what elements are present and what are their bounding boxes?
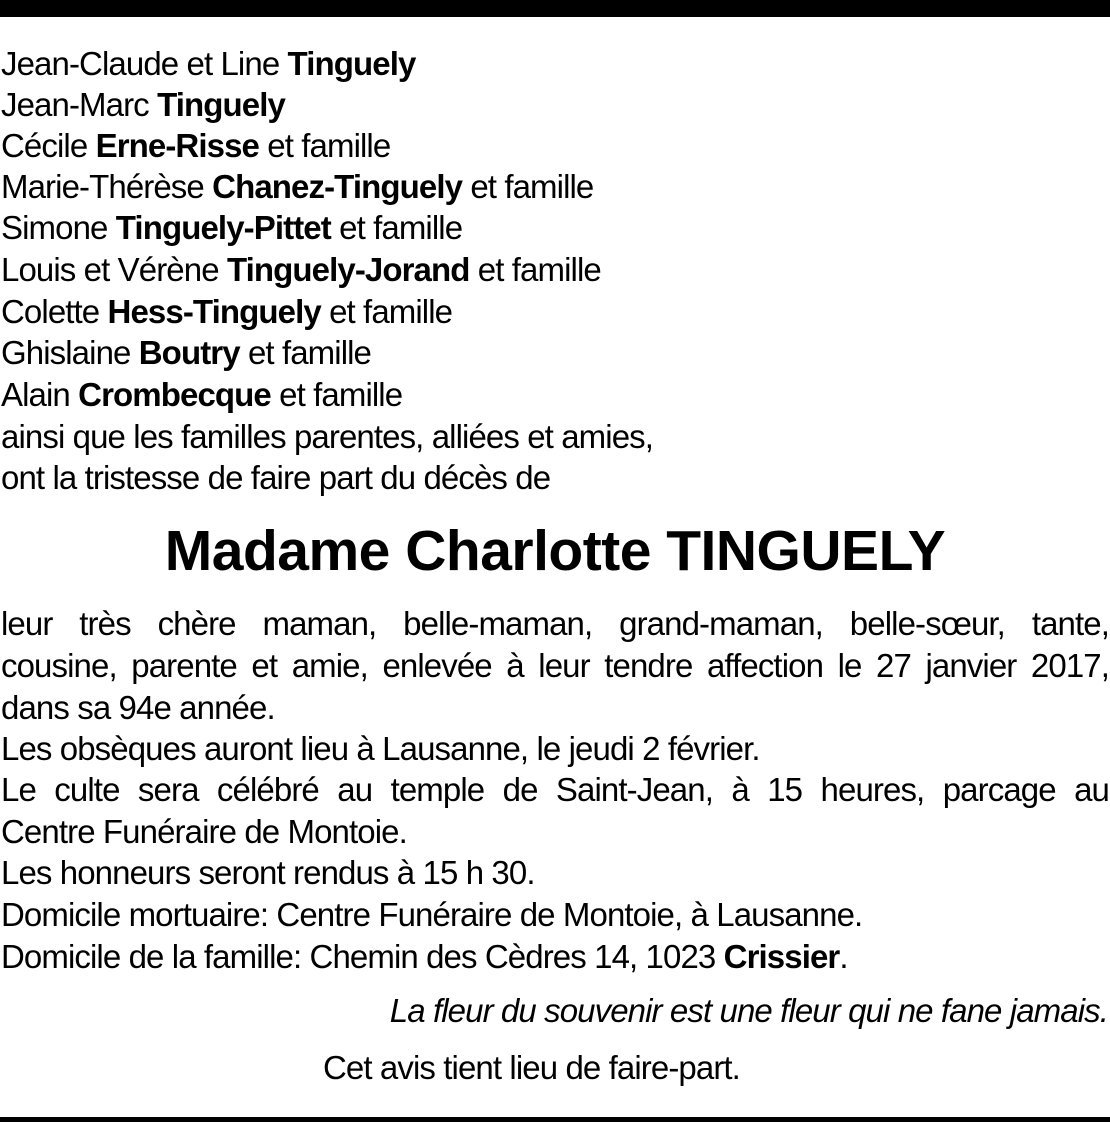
body-line-9 xyxy=(1,936,848,977)
family-surname: Crombecque xyxy=(78,376,271,413)
family-surname: Tinguely xyxy=(287,45,416,82)
family-suffix: et famille xyxy=(259,127,391,164)
family-line-7 xyxy=(1,291,452,332)
family-line-6 xyxy=(1,249,601,290)
body-line-1: leur très chère maman, belle-maman, grand-maman, belle-sœur, tante, xyxy=(1,605,1109,642)
family-given-names: Cécile xyxy=(1,127,96,164)
family-line-1 xyxy=(1,43,415,84)
family-given-names: Jean-Marc xyxy=(1,86,158,123)
bottom-rule xyxy=(0,1117,1110,1122)
family-line-8 xyxy=(1,332,371,373)
family-surname: Chanez-Tinguely xyxy=(212,168,463,205)
top-rule xyxy=(0,0,1110,17)
deceased-name: Madame Charlotte TINGUELY xyxy=(164,519,946,583)
intro-line-1: ainsi que les familles parentes, alliées et amies, xyxy=(1,418,654,455)
family-line-5 xyxy=(1,207,462,248)
family-given-names: Ghislaine xyxy=(1,334,139,371)
family-suffix: et famille xyxy=(469,251,601,288)
family-line-4 xyxy=(1,166,593,207)
body-line-7: Les honneurs seront rendus à 15 h 30. xyxy=(1,854,535,891)
family-given-names: Simone xyxy=(1,209,116,246)
family-given-names: Marie-Thérèse xyxy=(1,168,213,205)
family-given-names: Colette xyxy=(1,293,108,330)
family-given-names: Alain xyxy=(1,376,79,413)
body-line-3: dans sa 94e année. xyxy=(1,689,275,726)
family-given-names: Jean-Claude et Line xyxy=(1,45,288,82)
family-line-2 xyxy=(1,84,285,125)
body-line-8: Domicile mortuaire: Centre Funéraire de Montoie, à Lausanne. xyxy=(1,896,863,933)
family-suffix: et famille xyxy=(270,376,403,413)
family-surname: Hess-Tinguely xyxy=(107,293,321,330)
intro-line-2: ont la tristesse de faire part du décès de xyxy=(1,459,551,496)
family-given-names: Louis et Vérène xyxy=(1,251,227,288)
memorial-quote: La fleur du souvenir est une fleur qui ne fane jamais. xyxy=(389,992,1108,1029)
family-surname: Boutry xyxy=(138,334,240,371)
family-suffix: et famille xyxy=(320,293,453,330)
body-line-5: Le culte sera célébré au temple de Saint-Jean, à 15 heures, parcage au xyxy=(1,771,1109,808)
family-surname: Tinguely-Pittet xyxy=(115,209,331,246)
address-period: . xyxy=(839,938,848,975)
family-line-3 xyxy=(1,125,390,166)
family-address: Domicile de la famille: Chemin des Cèdres 14, 1023 xyxy=(1,938,724,975)
family-town: Crissier xyxy=(723,938,840,975)
body-line-4: Les obsèques auront lieu à Lausanne, le jeudi 2 février. xyxy=(1,730,760,767)
body-line-2: cousine, parente et amie, enlevée à leur tendre affection le 27 janvier 2017, xyxy=(1,647,1109,684)
body-line-6: Centre Funéraire de Montoie. xyxy=(1,813,407,850)
family-surname: Tinguely xyxy=(157,86,285,123)
family-surname: Erne-Risse xyxy=(95,127,259,164)
notice-statement: Cet avis tient lieu de faire-part. xyxy=(323,1049,740,1086)
family-suffix: et famille xyxy=(462,168,594,205)
family-line-9 xyxy=(1,374,402,415)
family-suffix: et famille xyxy=(239,334,372,371)
family-surname: Tinguely-Jorand xyxy=(226,251,470,288)
family-suffix: et famille xyxy=(330,209,463,246)
